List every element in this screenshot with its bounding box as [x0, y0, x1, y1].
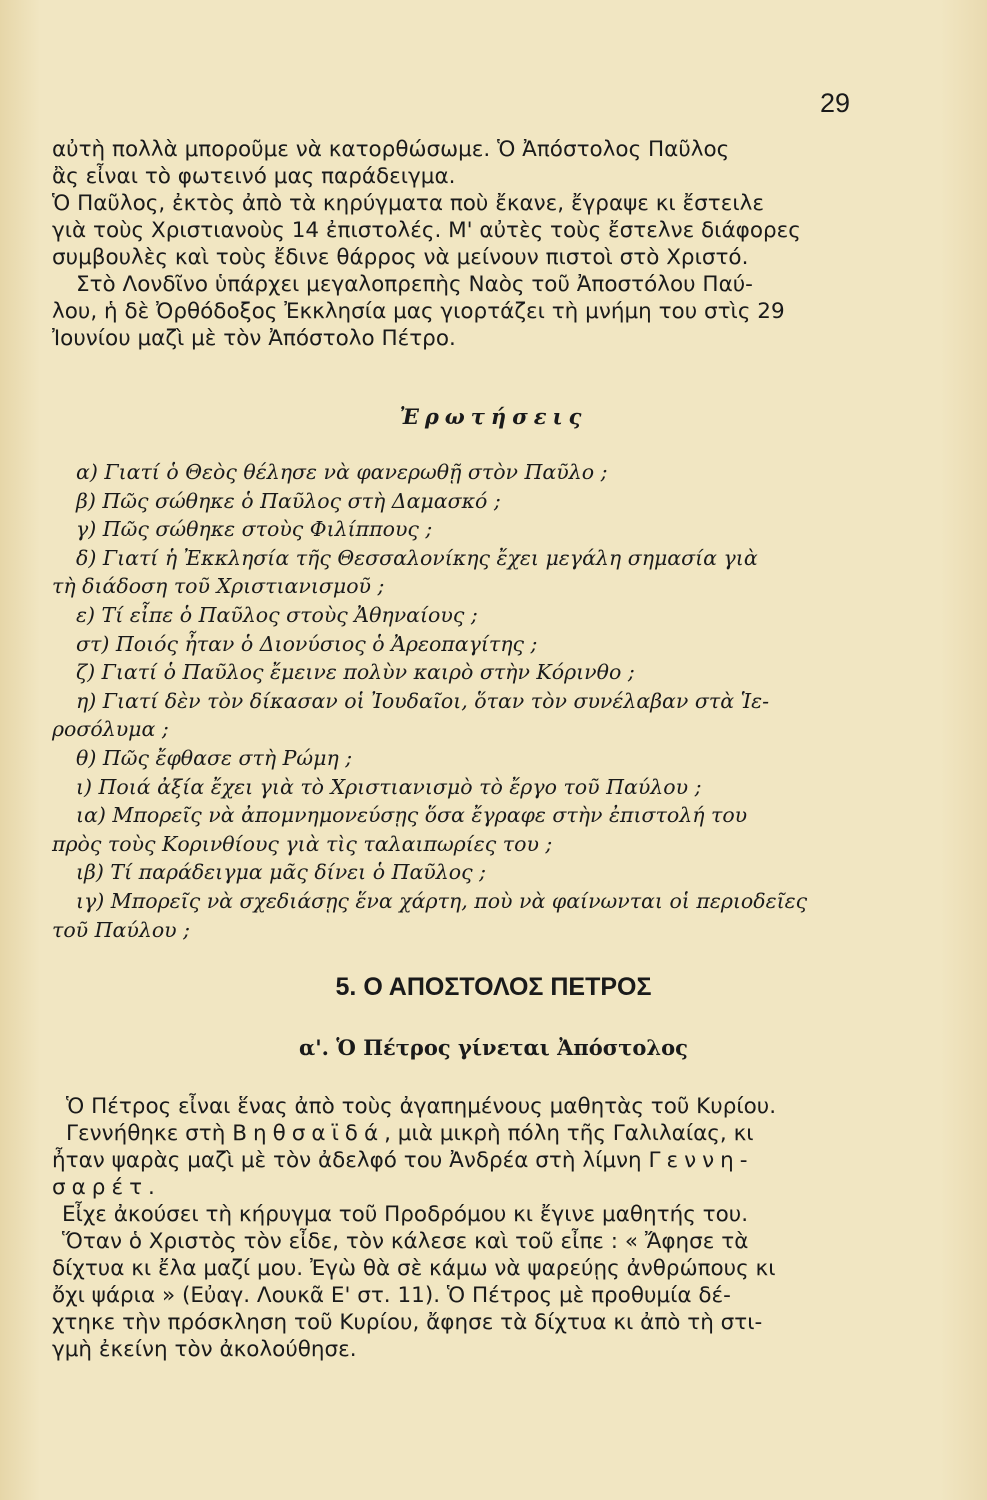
text-line: Ὁ Πέτρος εἶναι ἕνας ἀπὸ τοὺς ἀγαπημένους μαθητὰς τοῦ Κυρίου. [66, 1094, 777, 1119]
question-continuation: ροσόλυμα ; [52, 717, 169, 742]
question-item: θ) Πῶς ἔφθασε στὴ Ρώμη ; [76, 745, 353, 770]
questions-heading: Ἐρωτήσεις [399, 404, 588, 429]
section-title: α'. Ὁ Πέτρος γίνεται Ἀπόστολος [299, 1035, 688, 1060]
text-line: Ἰουνίου μαζὶ μὲ τὸν Ἀπόστολο Πέτρο. [52, 326, 456, 351]
text-line: δίχτυα κι ἔλα μαζί μου. Ἐγὼ θὰ σὲ κάμω νὰ ψαρεύῃς ἀνθρώπους κι [52, 1256, 776, 1281]
place-name: σαρέτ [52, 1175, 149, 1200]
body-paragraphs [52, 1093, 878, 1363]
question-item: ε) Τί εἶπε ὁ Παῦλος στοὺς Ἀθηναίους ; [76, 602, 478, 627]
text-segment: . [148, 1175, 155, 1200]
question-item: ζ) Γιατί ὁ Παῦλος ἔμεινε πολὺν καιρὸ στὴν Κόρινθο ; [76, 660, 635, 685]
question-item: ιβ) Τί παράδειγμα μᾶς δίνει ὁ Παῦλος ; [76, 860, 486, 885]
question-continuation: τοῦ Παύλου ; [52, 917, 191, 942]
text-line: Ὁ Παῦλος, ἐκτὸς ἀπὸ τὰ κηρύγματα ποὺ ἔκανε, ἔγραψε κι ἔστειλε [52, 191, 764, 216]
text-line: λου, ἡ δὲ Ὀρθόδοξος Ἐκκλησία μας γιορτάζει τὴ μνήμη του στὶς 29 [52, 299, 785, 324]
text-line: Ὅταν ὁ Χριστὸς τὸν εἶδε, τὸν κάλεσε καὶ τοῦ εἶπε : « Ἄφησε τὰ [62, 1229, 749, 1254]
question-item: ιγ) Μπορεῖς νὰ σχεδιάσῃς ἕνα χάρτη, ποὺ νὰ φαίνωνται οἱ περιοδεῖες [76, 888, 808, 913]
text-line: γμὴ ἐκείνη τὸν ἀκολούθησε. [52, 1337, 357, 1362]
question-continuation: πρὸς τοὺς Κορινθίους γιὰ τὶς ταλαιπωρίες του ; [52, 831, 553, 856]
page-number: 29 [820, 88, 851, 118]
text-segment: , μιὰ μικρὴ πόλη τῆς Γαλιλαίας, κι [384, 1121, 754, 1146]
question-item: α) Γιατί ὁ Θεὸς θέλησε νὰ φανερωθῇ στὸν Παῦλο ; [76, 460, 608, 484]
text-line [52, 1147, 878, 1174]
question-item: η) Γιατί δὲν τὸν δίκασαν οἱ Ἰουδαῖοι, ὅταν τὸν συνέλαβαν στὰ Ἱε- [76, 688, 769, 713]
question-item: ια) Μπορεῖς νὰ ἀπομνημονεύσῃς ὅσα ἔγραφε στὴν ἐπιστολή του [76, 803, 748, 828]
question-continuation: τὴ διάδοση τοῦ Χριστιανισμοῦ ; [52, 574, 385, 599]
place-name: Βηθσαϊδά [232, 1121, 385, 1146]
text-line: ὄχι ψάρια » (Εὐαγ. Λουκᾶ Ε' στ. 11). Ὁ Πέτρος μὲ προθυμία δέ- [52, 1283, 731, 1308]
text-line [52, 1174, 878, 1201]
question-item: ι) Ποιά ἀξία ἔχει γιὰ τὸ Χριστιανισμὸ τὸ ἔργο τοῦ Παύλου ; [76, 774, 702, 799]
text-segment: Γεννήθηκε στὴ [66, 1121, 226, 1146]
question-item: γ) Πῶς σώθηκε στοὺς Φιλίππους ; [76, 517, 433, 542]
text-line: χτηκε τὴν πρόσκληση τοῦ Κυρίου, ἄφησε τὰ δίχτυα κι ἀπὸ τὴ στι- [52, 1310, 763, 1335]
text-line: γιὰ τοὺς Χριστιανοὺς 14 ἐπιστολές. Μ' αὐτὲς τοὺς ἔστελνε διάφορες [52, 218, 801, 243]
text-line: Στὸ Λονδῖνο ὑπάρχει μεγαλοπρεπὴς Ναὸς τοῦ Ἀποστόλου Παύ- [76, 272, 753, 297]
text-line: ἂς εἶναι τὸ φωτεινό μας παράδειγμα. [52, 164, 456, 189]
questions-list [52, 458, 882, 944]
text-line: Εἶχε ἀκούσει τὴ κήρυγμα τοῦ Προδρόμου κι ἔγινε μαθητής του. [62, 1202, 749, 1227]
place-name: Γεννη- [648, 1148, 754, 1173]
question-item: δ) Γιατί ἡ Ἐκκλησία τῆς Θεσσαλονίκης ἔχει μεγάλη σημασία γιὰ [76, 545, 758, 570]
text-line [52, 1120, 878, 1147]
text-line: συμβουλὲς καὶ τοὺς ἔδινε θάρρος νὰ μείνουν πιστοὶ στὸ Χριστό. [52, 245, 749, 270]
chapter-title: 5. Ο ΑΠΟΣΤΟΛΟΣ ΠΕΤΡΟΣ [335, 973, 652, 1001]
text-line: αὐτὴ πολλὰ μποροῦμε νὰ κατορθώσωμε. Ὁ Ἀπόστολος Παῦλος [52, 137, 730, 162]
question-item: β) Πῶς σώθηκε ὁ Παῦλος στὴ Δαμασκό ; [76, 488, 501, 513]
text-segment: ἦταν ψαρὰς μαζὶ μὲ τὸν ἀδελφό του Ἀνδρέα στὴ λίμνη [52, 1148, 642, 1173]
question-item: στ) Ποιός ἦταν ὁ Διονύσιος ὁ Ἀρεοπαγίτης ; [76, 631, 538, 656]
intro-paragraphs [52, 136, 878, 352]
